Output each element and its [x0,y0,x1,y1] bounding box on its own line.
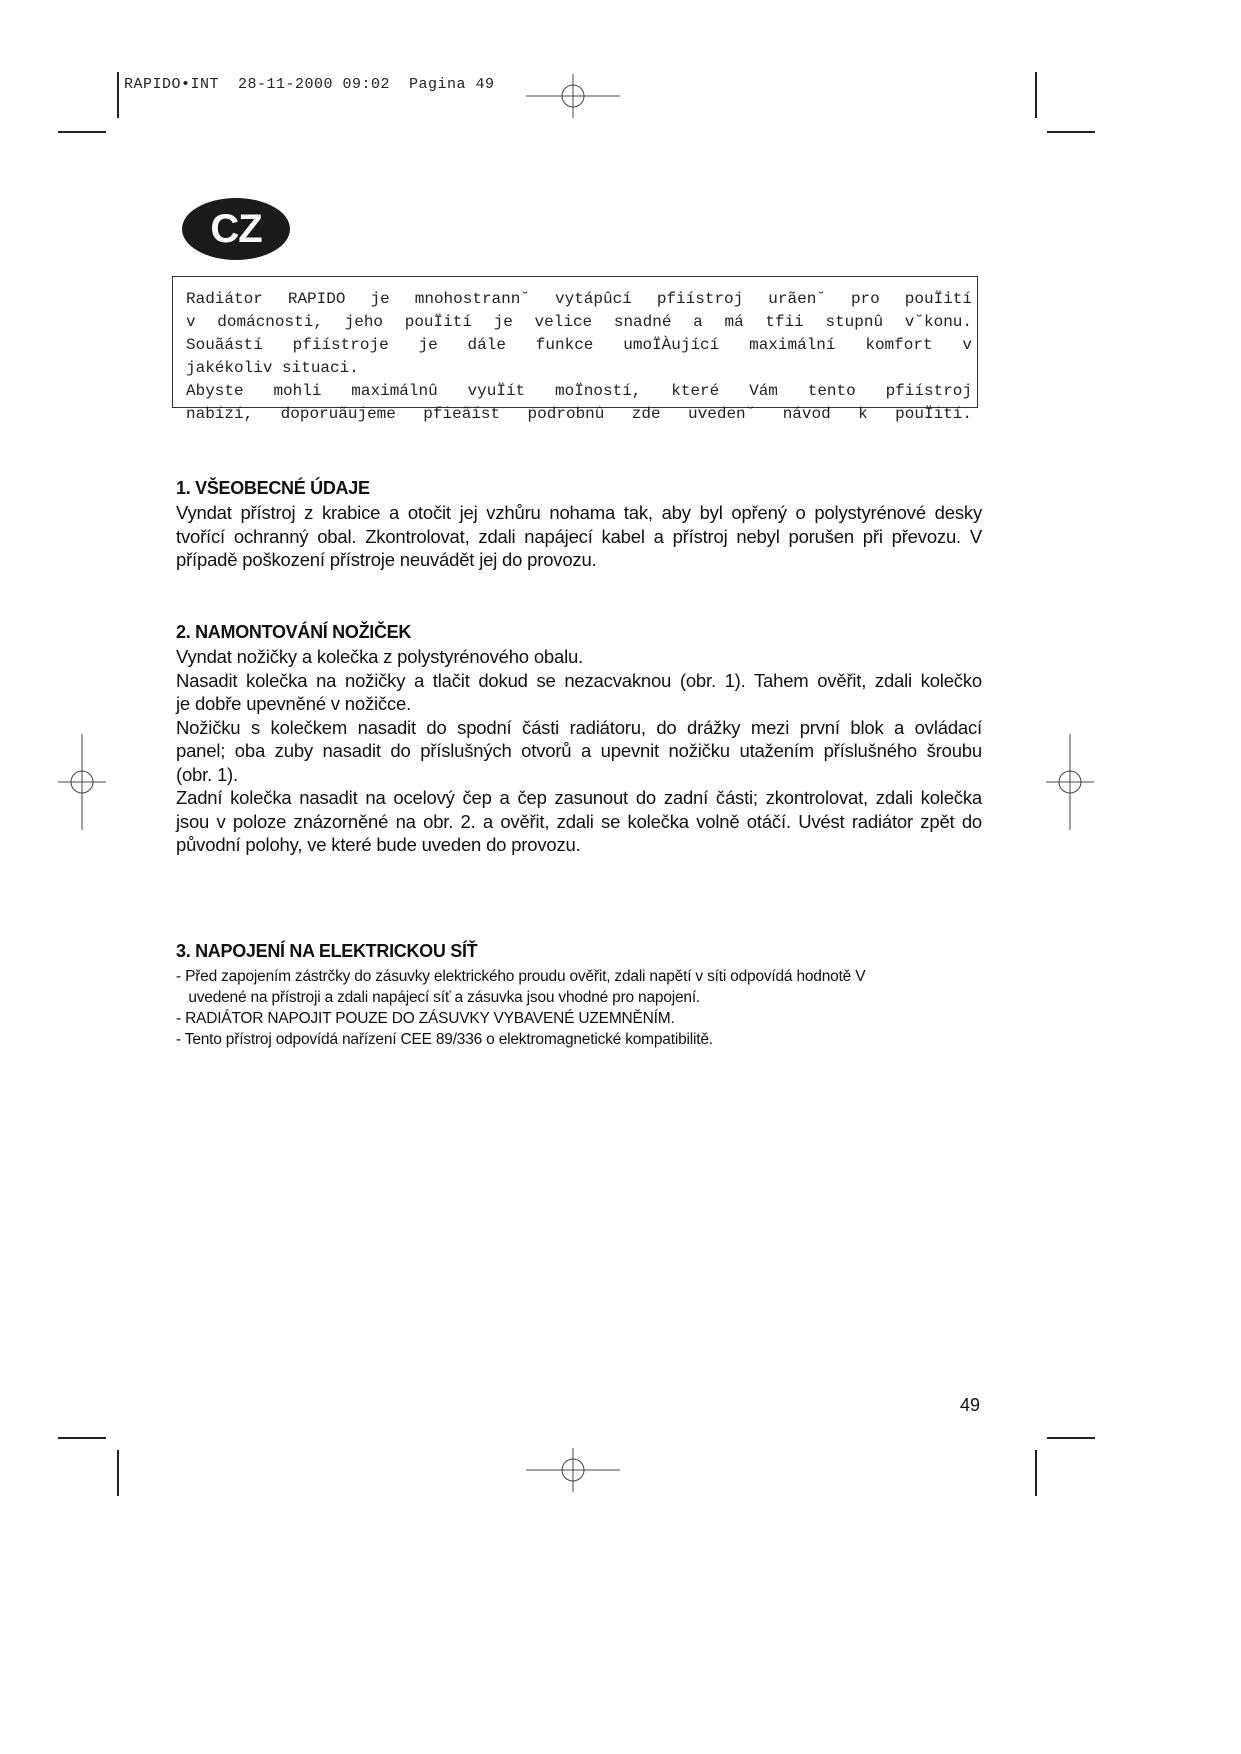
section-1-body [176,501,982,572]
registration-mark-right [1046,734,1094,830]
body-line: Nasadit kolečka na nožičky a tlačit dokud se nezacvaknou (obr. 1). Tahem ověřit, zdali kolečko [176,669,982,691]
section-3-line: uvedené na přístroji a zdali napájecí síť a zásuvka jsou vhodné pro napojení. [176,989,701,1006]
body-line: původní polohy, ve které bude uveden do provozu. [176,834,581,855]
intro-line: v domácnosti, jeho pouÏití je velice snadné a má tfii stupnû v˘konu. [186,313,972,331]
body-line: Zadní kolečka nasadit na ocelový čep a čep zasunout do zadní části; zkontrolovat, zdali kolečka [176,787,982,808]
page-number: 49 [960,1395,981,1415]
body-line: Vyndat nožičky a kolečka z polystyrénového obalu. [176,646,584,667]
section-2-title: 2. NAMONTOVÁNÍ NOŽIČEK [176,622,412,642]
section-3-title: 3. NAPOJENÍ NA ELEKTRICKOU SÍŤ [176,941,478,961]
section-3-line: - Tento přístroj odpovídá nařízení CEE 89/336 o elektromagnetické kompatibilitě. [176,1031,713,1048]
intro-line: Radiátor RAPIDO je mnohostrann˘ vytápûcí pfiístroj urãen˘ pro pouÏití [186,290,972,308]
body-line: jsou v poloze znázorněné na obr. 2. a ověřit, zdali se kolečka volně otáčí. Uvést radiátor zpět do [176,810,982,832]
language-badge: CZ [182,198,290,260]
intro-line: Souãástí pfiístroje je dále funkce umoÏÀující maximální komfort v [186,336,972,354]
body-line: Vyndat přístroj z krabice a otočit jej vzhůru nohama tak, aby byl opřený o polystyrénové desky [176,502,982,523]
body-line: panel; oba zuby nasadit do příslušných otvorů a upevnit nožičku utažením příslušného šroubu [176,740,982,761]
section-3-line: - RADIÁTOR NAPOJIT POUZE DO ZÁSUVKY VYBAVENÉ UZEMNĚNÍM. [176,1010,675,1027]
section-2-body [176,645,982,857]
body-line: případě poškození přístroje neuvádět jej do provozu. [176,549,597,570]
body-line: je dobře upevněné v nožičce. [176,693,412,714]
intro-line: Abyste mohli maximálnû vyuÏít moÏností, které Vám tento pfiístroj [186,382,972,400]
registration-mark-top [526,74,620,118]
section-3-line: - Před zapojením zástrčky do zásuvky elektrického proudu ověřit, zdali napětí v síti odpovídá hodnotě V [176,968,866,985]
body-line: tvořící ochranný obal. Zkontrolovat, zdali napájecí kabel a přístroj nebyl porušen při převozu. V [176,525,982,547]
intro-line: jakékoliv situaci. [186,359,359,377]
intro-line: nabízí, doporuãujeme pfieãíst podrobnû zde uveden˘ návod k pouÏití. [186,405,972,423]
section-1-title: 1. VŠEOBECNÉ ÚDAJE [176,478,370,498]
body-line: (obr. 1). [176,763,238,785]
registration-mark-left [58,734,106,830]
print-slug: RAPIDO•INT 28-11-2000 09:02 Pagina 49 [124,76,495,93]
registration-mark-bottom [526,1448,620,1492]
body-line: Nožičku s kolečkem nasadit do spodní části radiátoru, do drážky mezi první blok a ovládací [176,716,982,738]
